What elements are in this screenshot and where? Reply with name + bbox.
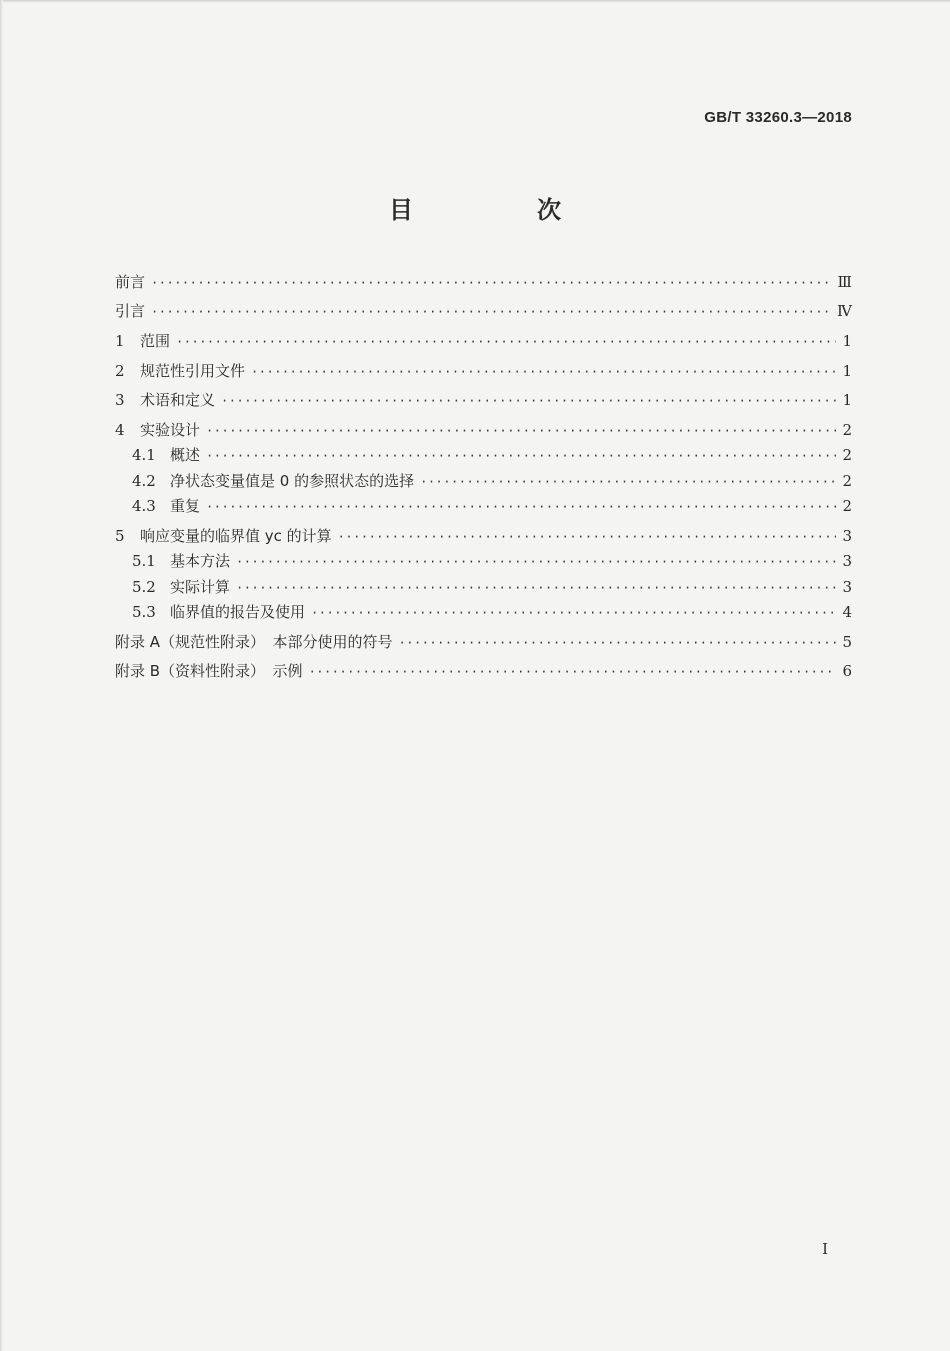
toc-entry-number: 1 (115, 332, 125, 350)
toc-entry-page: 3 (842, 552, 852, 570)
toc-leader-dots (311, 602, 836, 624)
toc-leader-dots (420, 471, 836, 493)
toc-entry-label: 前言 (115, 273, 146, 291)
toc-entry-section-3[interactable] (115, 389, 852, 411)
toc-entry-label: 临界值的报告及使用 (170, 603, 306, 621)
toc-entry-section-4-3[interactable] (132, 495, 852, 517)
toc-entry-number: 4 (115, 421, 125, 439)
toc-leader-dots (251, 361, 836, 383)
toc-entry-section-5-1[interactable] (132, 550, 852, 572)
toc-entry-label: 重复 (170, 497, 201, 515)
toc-entry-section-4[interactable] (115, 419, 852, 441)
toc-entry-page: 5 (842, 633, 852, 651)
toc-leader-dots (399, 632, 836, 654)
toc-entry-label: 附录 B（资料性附录） 示例 (115, 662, 303, 680)
toc-entry-page: 4 (842, 603, 852, 621)
toc-entry-annex-a[interactable] (115, 631, 852, 653)
toc-entry-foreword[interactable] (115, 271, 852, 293)
toc-entry-section-5-2[interactable] (132, 576, 852, 598)
toc-entry-page: Ⅳ (837, 302, 852, 320)
toc-entry-label: 响应变量的临界值 yc 的计算 (140, 527, 332, 545)
toc-entry-page: 2 (842, 421, 852, 439)
page-number: I (822, 1240, 828, 1258)
toc-entry-page: 2 (842, 472, 852, 490)
page-title: 目 次 (389, 196, 611, 224)
toc-entry-page: 3 (842, 578, 852, 596)
toc-entry-introduction[interactable] (115, 300, 852, 322)
toc-entry-section-5[interactable] (115, 525, 852, 547)
toc-entry-section-1[interactable] (115, 330, 852, 352)
toc-entry-page: 1 (842, 332, 852, 350)
toc-entry-page: 1 (842, 362, 852, 380)
toc-entry-label: 规范性引用文件 (140, 362, 246, 380)
toc-entry-section-4-2[interactable] (132, 470, 852, 492)
toc-leader-dots (221, 390, 836, 412)
toc-entry-label: 实际计算 (170, 578, 231, 596)
toc-entry-number: 4.2 (132, 472, 156, 490)
toc-leader-dots (206, 445, 836, 467)
toc-entry-number: 2 (115, 362, 125, 380)
toc-entry-label: 基本方法 (170, 552, 231, 570)
toc-entry-page: 2 (842, 446, 852, 464)
toc-leader-dots (236, 577, 836, 599)
toc-leader-dots (206, 496, 836, 518)
toc-entry-label: 净状态变量值是 0 的参照状态的选择 (170, 472, 415, 490)
toc-leader-dots (176, 331, 836, 353)
toc-entry-label: 范围 (140, 332, 171, 350)
toc-entry-label: 概述 (170, 446, 201, 464)
toc-entry-number: 5.2 (132, 578, 156, 596)
toc-entry-number: 3 (115, 391, 125, 409)
toc-entry-label: 术语和定义 (140, 391, 216, 409)
toc-entry-label: 实验设计 (140, 421, 201, 439)
toc-entry-page: 3 (842, 527, 852, 545)
toc-entry-section-5-3[interactable] (132, 601, 852, 623)
toc-entry-number: 5 (115, 527, 125, 545)
toc-leader-dots (206, 420, 836, 442)
toc-entry-page: 2 (842, 497, 852, 515)
toc-leader-dots (338, 526, 836, 548)
toc-leader-dots (236, 551, 836, 573)
toc-entry-section-4-1[interactable] (132, 444, 852, 466)
toc-entry-number: 5.3 (132, 603, 156, 621)
toc-entry-page: 6 (842, 662, 852, 680)
toc-entry-number: 5.1 (132, 552, 156, 570)
toc-entry-page: Ⅲ (837, 273, 852, 291)
toc-leader-dots (309, 661, 836, 683)
document-number: GB/T 33260.3—2018 (704, 109, 852, 126)
toc-entry-label: 附录 A（规范性附录） 本部分使用的符号 (115, 633, 393, 651)
toc-leader-dots (151, 272, 832, 294)
toc-leader-dots (151, 301, 831, 323)
toc-entry-section-2[interactable] (115, 360, 852, 382)
toc-entry-annex-b[interactable] (115, 660, 852, 682)
toc-entry-number: 4.1 (132, 446, 156, 464)
toc-entry-label: 引言 (115, 302, 146, 320)
toc-entry-page: 1 (842, 391, 852, 409)
toc-entry-number: 4.3 (132, 497, 156, 515)
